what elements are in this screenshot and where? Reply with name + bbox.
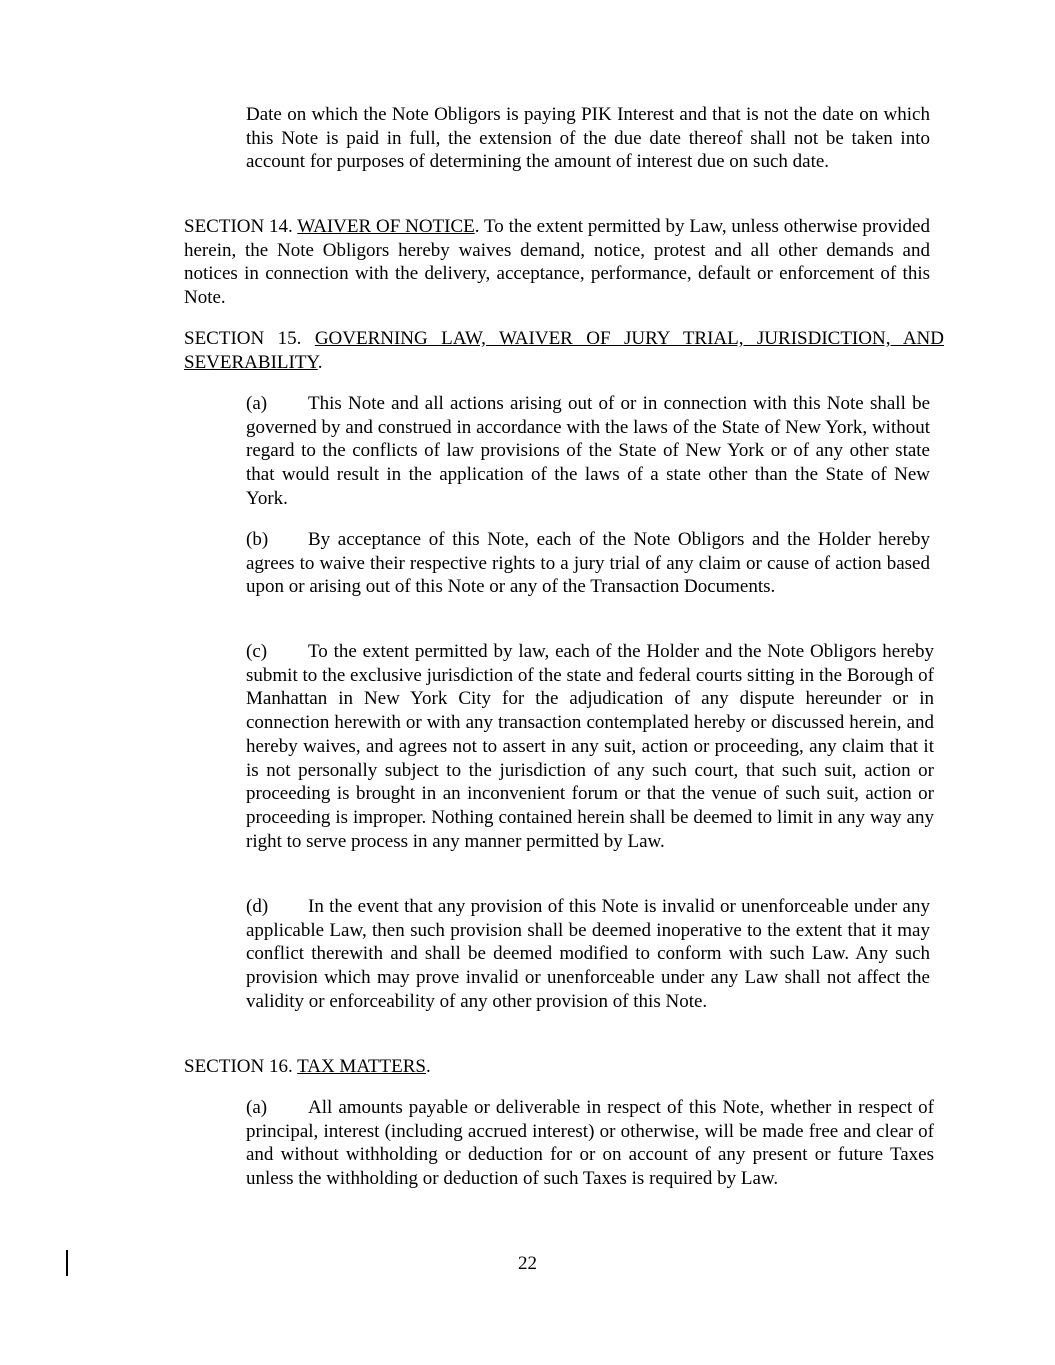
item-text: All amounts payable or deliverable in respect of this Note, whether in respect of principal, interest (including accrued interest) or otherwise, will be made free and clear of and without withholding or deduction for or on account of any present or future Taxes unless the withholding or deduction of such Taxes is required by Law. [246,1097,934,1190]
section-16-number: SECTION 16. [184,1056,293,1077]
section-15-number: SECTION 15. [184,328,302,349]
item-text: To the extent permitted by law, each of the Holder and the Note Obligors hereby submit to the exclusive jurisdiction of the state and federal courts sitting in the Borough of Manhattan in New York City for the adjudication of any dispute hereunder or in connection herewith or with any transaction contemplated hereby or discussed herein, and hereby waives, and agrees not to assert in any suit, action or proceeding, any claim that it is not personally subject to the jurisdiction of any such court, that such suit, action or proceeding is brought in an inconvenient forum or that the venue of such suit, action or proceeding is improper. Nothing contained herein shall be deemed to limit in any way any right to serve process in any manner permitted by Law. [246,641,934,852]
item-label: (a) [246,393,268,414]
section-15-tail: . [317,351,323,373]
section-15-title: GOVERNING LAW, WAIVER OF JURY TRIAL, JURISDICTION, AND SEVERABILITY [184,328,944,373]
item-text: This Note and all actions arising out of or in connection with this Note shall be governed by and construed in accordance with the laws of the State of New York, without regard to the conflicts of law provisions of the State of New York or of any other state that would result in the application of the laws of a state other than the State of New York. [246,393,930,509]
section-16-tail: . [426,1056,431,1077]
section-15-item-c [246,640,934,853]
section-14-number: SECTION 14. [184,216,293,237]
item-text: In the event that any provision of this Note is invalid or unenforceable under any applicable Law, then such provision shall be deemed inoperative to the extent that it may conflict therewith and shall be deemed modified to conform with such Law. Any such provision which may prove invalid or unenforceable under any Law shall not affect the validity or enforceability of any other provision of this Note. [246,896,930,1012]
item-label: (d) [246,896,269,917]
carryover-paragraph: Date on which the Note Obligors is paying PIK Interest and that is not the date on which this Note is paid in full, the extension of the due date thereof shall not be taken into account for purposes of determining the amount of interest due on such date. [246,104,930,173]
section-16-heading [184,1055,930,1079]
section-15-heading [184,327,944,374]
section-14-title: WAIVER OF NOTICE [297,216,475,237]
item-text: By acceptance of this Note, each of the Note Obligors and the Holder hereby agrees to waive their respective rights to a jury trial of any claim or cause of action based upon or arising out of this Note or any of the Transaction Documents. [246,529,930,598]
page-number: 22 [518,1253,537,1274]
item-label: (b) [246,529,269,550]
item-label: (c) [246,641,268,662]
section-14 [184,215,930,310]
section-15-item-d [246,895,930,1014]
section-16-title: TAX MATTERS [297,1056,426,1077]
section-15-item-b [246,528,930,599]
section-15-item-a [246,392,930,511]
item-label: (a) [246,1097,268,1118]
section-16-item-a [246,1096,934,1191]
section-14-body: . To the extent permitted by Law, unless otherwise provided herein, the Note Obligors hereby waives demand, notice, protest and all other demands and notices in connection with the delivery, acceptance, performance, default or enforcement of this Note. [184,216,930,309]
